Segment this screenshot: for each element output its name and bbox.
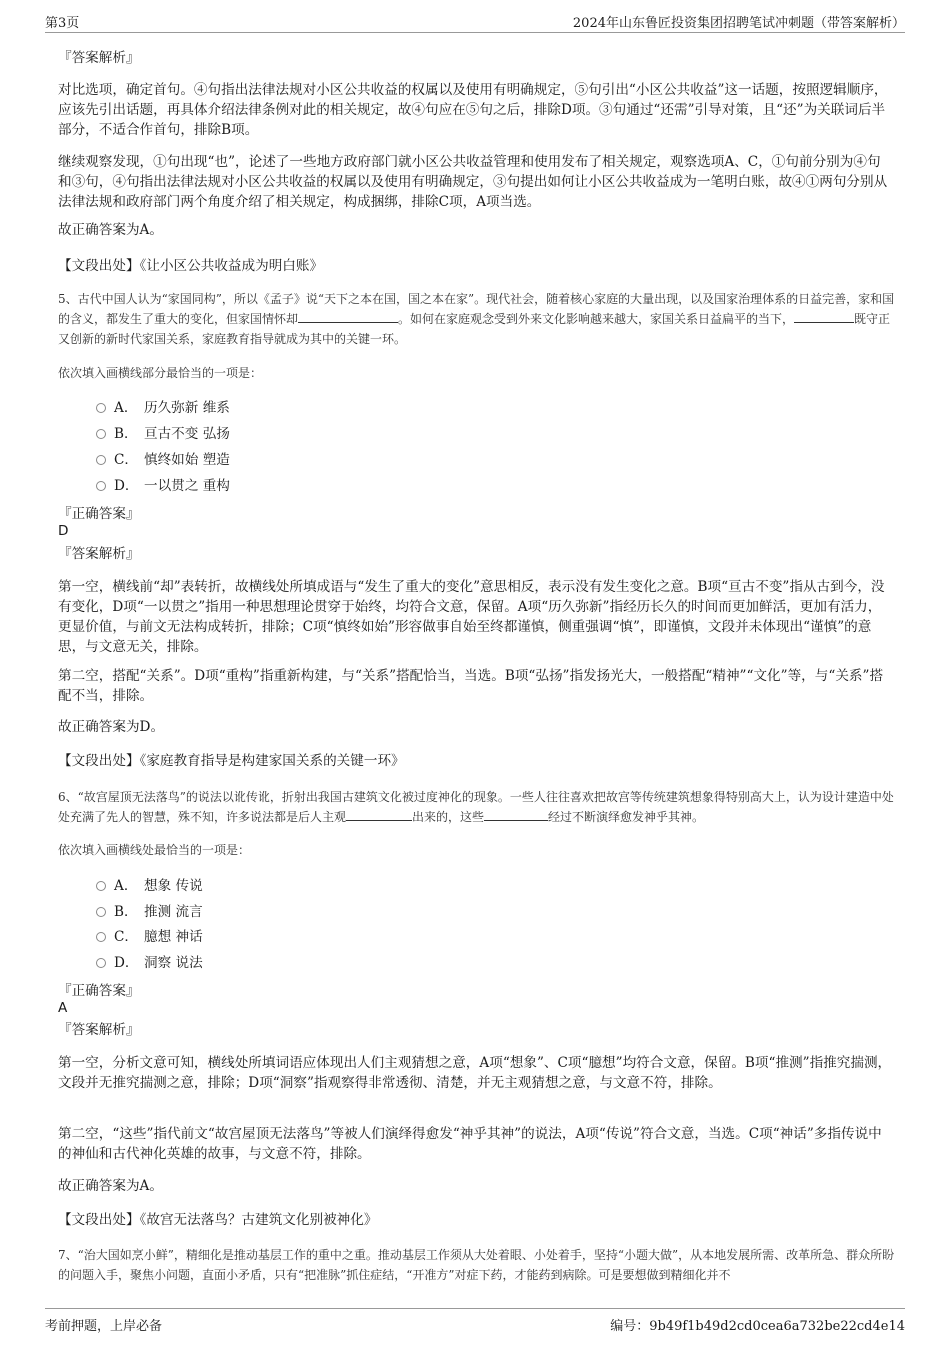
document-title: 2024年山东鲁匠投资集团招聘笔试冲刺题（带答案解析） [572,16,905,31]
q6-option-a[interactable]: A． 想象 传说 [96,876,203,896]
q5-option-b[interactable]: B． 亘古不变 弘扬 [96,424,230,444]
q6-analysis-p1: 第一空，分析文意可知，横线处所填词语应体现出人们主观猜想之意，A项“想象”、C项“臆想”均符合文意，保留。B项“推测”指推究揣测，文段并无推究揣测之意，排除；D项“洞察”指观察得非常透彻、清楚，并无主观猜想之意，与文意不符，排除。 [58,1055,892,1091]
q5-conclusion: 故正确答案为D。 [58,719,165,735]
q4-analysis-p1: 对比选项，确定首句。④句指出法律法规对小区公共收益的权属以及使用有明确规定，⑤句引出“小区公共收益”这一话题，按照逻辑顺序，应该先引出话题，再具体介绍法律条例对此的相关规定，故④句应在⑤句之后，排除D项。③句通过“还需”引导对策，且“还”为关联词后半部分，不适合作首句，排除B项。 [58,82,888,138]
blank-line [298,310,398,323]
q5-answer-heading: 『正确答案』 [58,506,140,522]
q4-source: 【文段出处】《让小区公共收益成为明白账》 [58,258,324,274]
q6-analysis-heading: 『答案解析』 [58,1022,140,1038]
q5-option-d[interactable]: D． 一以贯之 重构 [96,476,230,496]
radio-icon[interactable] [96,403,106,413]
q6-answer-heading: 『正确答案』 [58,983,140,999]
q6-stem: 6、“故宫屋顶无法落鸟”的说法以讹传讹，折射出我国古建筑文化被过度神化的现象。一些人往往喜欢把故宫等传统建筑想象得特别高大上，认为设计建造中处处充满了先人的智慧，殊不知，许多说法都是后人主观 出来的，这些 经过不断演绎愈发神乎其神。 [58,790,894,824]
page-number: 第3页 [45,16,80,31]
blank-line [794,310,854,323]
radio-icon[interactable] [96,932,106,942]
radio-icon[interactable] [96,881,106,891]
q4-conclusion: 故正确答案为A。 [58,222,163,238]
q7-stem: 7、“治大国如烹小鲜”，精细化是推动基层工作的重中之重。推动基层工作须从大处着眼、小处着手，坚持“小题大做”，从本地发展所需、改革所急、群众所盼的问题入手，聚焦小问题，直面小矛盾，只有“把准脉”抓住症结，“开准方”对症下药，才能药到病除。可是要想做到精细化并不 [58,1248,895,1282]
q6-option-d[interactable]: D． 洞察 说法 [96,953,203,973]
q5-option-a[interactable]: A． 历久弥新 维系 [96,398,230,418]
radio-icon[interactable] [96,958,106,968]
document-code: 编号：9b49f1b49d2cd0cea6a732be22cd4e14 [610,1319,905,1334]
q4-analysis-heading: 『答案解析』 [58,50,140,66]
q5-stem: 5、古代中国人认为“家国同构”，所以《孟子》说“天下之本在国，国之本在家”。现代社会，随着核心家庭的大量出现，以及国家治理体系的日益完善，家和国的含义，都发生了重大的变化，但家国情怀却 。如何在家庭观念受到外来文化影响越来越大，家国关系日益扁平的当下， 既守正又创新的新时代家国关系，家庭教育指导就成为其中的关键一环。 [58,292,895,346]
q5-analysis-heading: 『答案解析』 [58,546,140,562]
radio-icon[interactable] [96,455,106,465]
q5-analysis-p1: 第一空，横线前“却”表转折，故横线处所填成语与“发生了重大的变化”意思相反，表示没有发生变化之意。B项“亘古不变”指从古到今，没有变化，D项“一以贯之”指用一种思想理论贯穿于始终，均符合文意，保留。A项“历久弥新”指经历长久的时间而更加鲜活，更加有活力，更显价值，与前文无法构成转折，排除；C项“慎终如始”形容做事自始至终都谨慎，侧重强调“慎”，即谨慎，文段并未体现出“谨慎”的意思，与文意无关，排除。 [58,579,885,655]
q5-source: 【文段出处】《家庭教育指导是构建家国关系的关键一环》 [58,753,405,769]
q5-analysis-p2: 第二空，搭配“关系”。D项“重构”指重新构建，与“关系”搭配恰当，当选。B项“弘扬”指发扬光大，一般搭配“精神”“文化”等，与“关系”搭配不当，排除。 [58,668,884,704]
q6-option-b[interactable]: B． 推测 流言 [96,902,203,922]
q4-analysis-p2: 继续观察发现，①句出现“也”，论述了一些地方政府部门就小区公共收益管理和使用发布了相关规定，观察选项A、C，①句前分别为④句和③句，④句指出法律法规对小区公共收益的权属以及使用有明确规定，③句提出如何让小区公共收益成为一笔明白账，故④①两句分别从法律法规和政府部门两个角度介绍了相关规定，构成捆绑，排除C项，A项当选。 [58,154,888,210]
page-footer [45,1308,905,1335]
radio-icon[interactable] [96,907,106,917]
q6-conclusion: 故正确答案为A。 [58,1178,163,1194]
q6-source: 【文段出处】《故宫无法落鸟？古建筑文化别被神化》 [58,1212,378,1228]
blank-line [346,808,412,821]
q6-answer: A [58,1000,68,1016]
page-header [45,10,905,33]
q6-instruction: 依次填入画横线处最恰当的一项是： [58,843,251,857]
q6-option-c[interactable]: C． 臆想 神话 [96,927,203,947]
q6-analysis-p2: 第二空，“这些”指代前文“故宫屋顶无法落鸟”等被人们演绎得愈发“神乎其神”的说法，A项“传说”符合文意，当选。C项“神话”多指传说中的神仙和古代神化英雄的故事，与文意不符，排除。 [58,1126,882,1162]
radio-icon[interactable] [96,481,106,491]
q5-option-c[interactable]: C． 慎终如始 塑造 [96,450,230,470]
q5-answer: D [58,523,69,539]
footer-slogan: 考前押题，上岸必备 [45,1319,163,1334]
blank-line [484,808,548,821]
radio-icon[interactable] [96,429,106,439]
q5-instruction: 依次填入画横线部分最恰当的一项是： [58,366,263,380]
